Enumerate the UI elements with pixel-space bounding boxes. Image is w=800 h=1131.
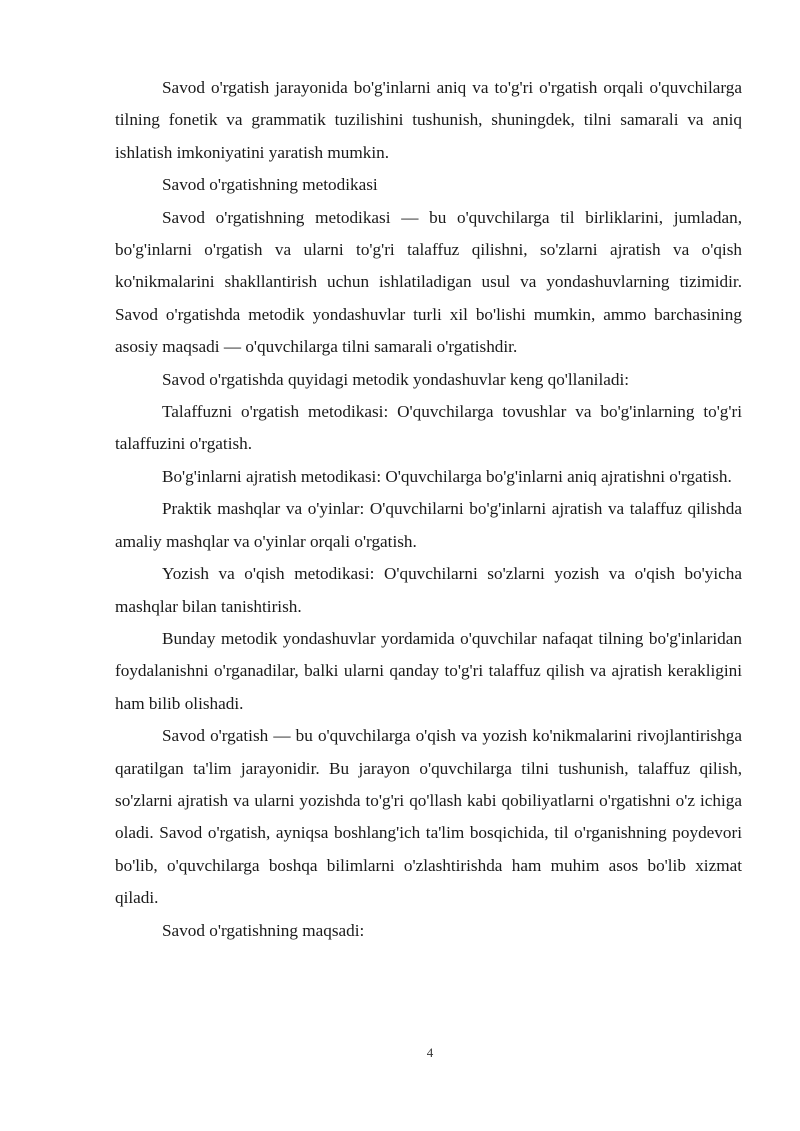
paragraph-writing-reading-method: Yozish va o'qish metodikasi: O'quvchilarni so'zlarni yozish va o'qish bo'yicha mashqlar bilan tanishtirish. bbox=[115, 564, 742, 616]
paragraph-pronunciation-method: Talaffuzni o'rgatish metodikasi: O'quvchilarga tovushlar va bo'g'inlarning to'g'ri talaffuzini o'rgatish. bbox=[115, 402, 742, 454]
paragraph-literacy-definition: Savod o'rgatish — bu o'quvchilarga o'qish va yozish ko'nikmalarini rivojlantirishga qaratilgan ta'lim jarayonidir. Bu jarayon o'quvchilarga tilni tushunish, talaffuz qilish, so'zlarni ajratish va ularni yozishda to'g'ri qo'llash kabi qobiliyatlarni o'rgatishni o'z ichiga oladi. Savod o'rgatish, ayniqsa boshlang'ich ta'lim bosqichida, til o'rganishning poydevori bo'lib, o'quvchilarga boshqa bilimlarni o'zlashtirishda ham muhim asos bo'lib xizmat qiladi. bbox=[115, 726, 742, 908]
paragraph-approaches-lead: Savod o'rgatishda quyidagi metodik yondashuvlar keng qo'llaniladi: bbox=[162, 369, 629, 389]
section-heading-goal: Savod o'rgatishning maqsadi: bbox=[162, 920, 365, 940]
paragraph-intro: Savod o'rgatish jarayonida bo'g'inlarni aniq va to'g'ri o'rgatish orqali o'quvchilarga tilning fonetik va grammatik tuzilishini tushunish, shuningdek, tilni samarali va aniq ishlatish imkoniyatini yaratish mumkin. bbox=[115, 78, 742, 162]
paragraph-practical-exercises: Praktik mashqlar va o'yinlar: O'quvchilarni bo'g'inlarni ajratish va talaffuz qilishda amaliy mashqlar va o'yinlar orqali o'rgatish. bbox=[115, 499, 742, 551]
section-heading-methodology: Savod o'rgatishning metodikasi bbox=[162, 175, 378, 195]
page-body bbox=[115, 72, 742, 947]
paragraph-methodology-definition: Savod o'rgatishning metodikasi — bu o'quvchilarga til birliklarini, jumladan, bo'g'inlarni o'rgatish va ularni to'g'ri talaffuz qilishni, so'zlarni ajratish va o'qish ko'nikmalarini shakllantirish uchun ishlatiladigan usul va yondashuvlarning tizimidir. Savod o'rgatishda metodik yondashuvlar turli xil bo'lishi mumkin, ammo barchasining asosiy maqsadi — o'quvchilarga tilni samarali o'rgatishdir. bbox=[115, 207, 742, 357]
paragraph-syllable-method: Bo'g'inlarni ajratish metodikasi: O'quvchilarga bo'g'inlarni aniq ajratishni o'rgatish. bbox=[162, 466, 732, 486]
page-number: 4 bbox=[426, 1045, 434, 1060]
paragraph-approaches-result: Bunday metodik yondashuvlar yordamida o'quvchilar nafaqat tilning bo'g'inlaridan foydalanishni o'rganadilar, balki ularni qanday to'g'ri talaffuz qilish va ajratish kerakligini ham bilib olishadi. bbox=[115, 628, 742, 713]
